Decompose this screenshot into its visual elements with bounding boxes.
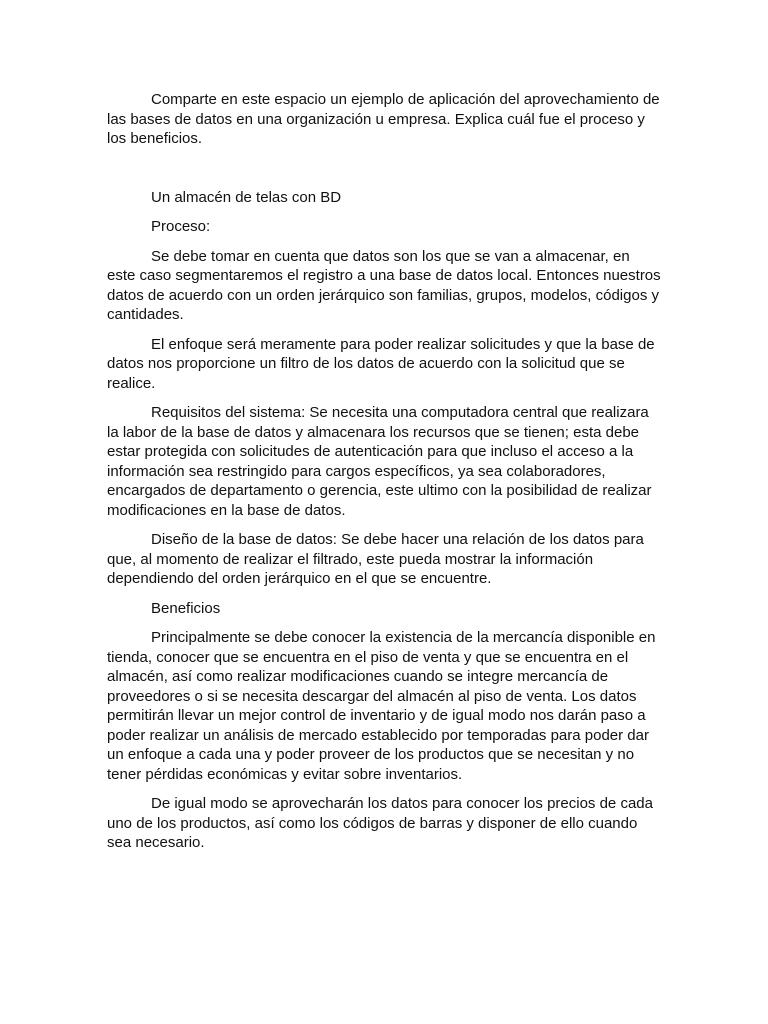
prompt-paragraph: Comparte en este espacio un ejemplo de aplicación del aprovechamiento de las bases de datos en una organización u empresa. Explica cuál fue el proceso y los beneficios. — [107, 91, 660, 147]
blank-line — [107, 159, 661, 188]
process-paragraph-data-selection: Se debe tomar en cuenta que datos son los que se van a almacenar, en este caso segmentaremos el registro a una base de datos local. Entonces nuestros datos de acuerdo con un orden jerárquico son familias, grupos, modelos, códigos y cantidades. — [107, 247, 661, 323]
document-title: Un almacén de telas con BD — [151, 188, 342, 206]
benefits-paragraph-inventory: Principalmente se debe conocer la existencia de la mercancía disponible en tienda, conocer que se encuentra en el piso de venta y que se encuentra en el almacén, así como realizar modificaciones cuando se integre mercancía de proveedores o si se necesita descargar del almacén al piso de venta. Los datos permitirán llevar un mejor control de inventario y de igual modo nos darán paso a poder realizar un análisis de mercado establecido por temporadas para poder dar un enfoque a cada una y poder proveer de los productos que se necesitan y no tener pérdidas económicas y evitar sobre inventarios. — [107, 629, 656, 783]
benefits-paragraph-prices: De igual modo se aprovecharán los datos para conocer los precios de cada uno de los productos, así como los códigos de barras y disponer de ello cuando sea necesario. — [107, 795, 653, 851]
document-body — [107, 90, 661, 863]
process-paragraph-focus: El enfoque será meramente para poder realizar solicitudes y que la base de datos nos proporcione un filtro de los datos de acuerdo con la solicitud que se realice. — [107, 335, 655, 392]
process-paragraph-system-requirements: Requisitos del sistema: Se necesita una computadora central que realizara la labor de la base de datos y almacenara los recursos que se tienen; esta debe estar protegida con solicitudes de autenticación para que incluso el acceso a la información sea restringido para cargos específicos, ya sea colaboradores, encargados de departamento o gerencia, este ultimo con la posibilidad de realizar modificaciones en la base de datos. — [107, 404, 652, 519]
process-paragraph-database-design: Diseño de la base de datos: Se debe hacer una relación de los datos para que, al momento de realizar el filtrado, este pueda mostrar la información dependiendo del orden jerárquico en el que se encuentre. — [107, 531, 644, 587]
benefits-heading: Beneficios — [151, 599, 221, 617]
process-heading: Proceso: — [151, 218, 211, 235]
